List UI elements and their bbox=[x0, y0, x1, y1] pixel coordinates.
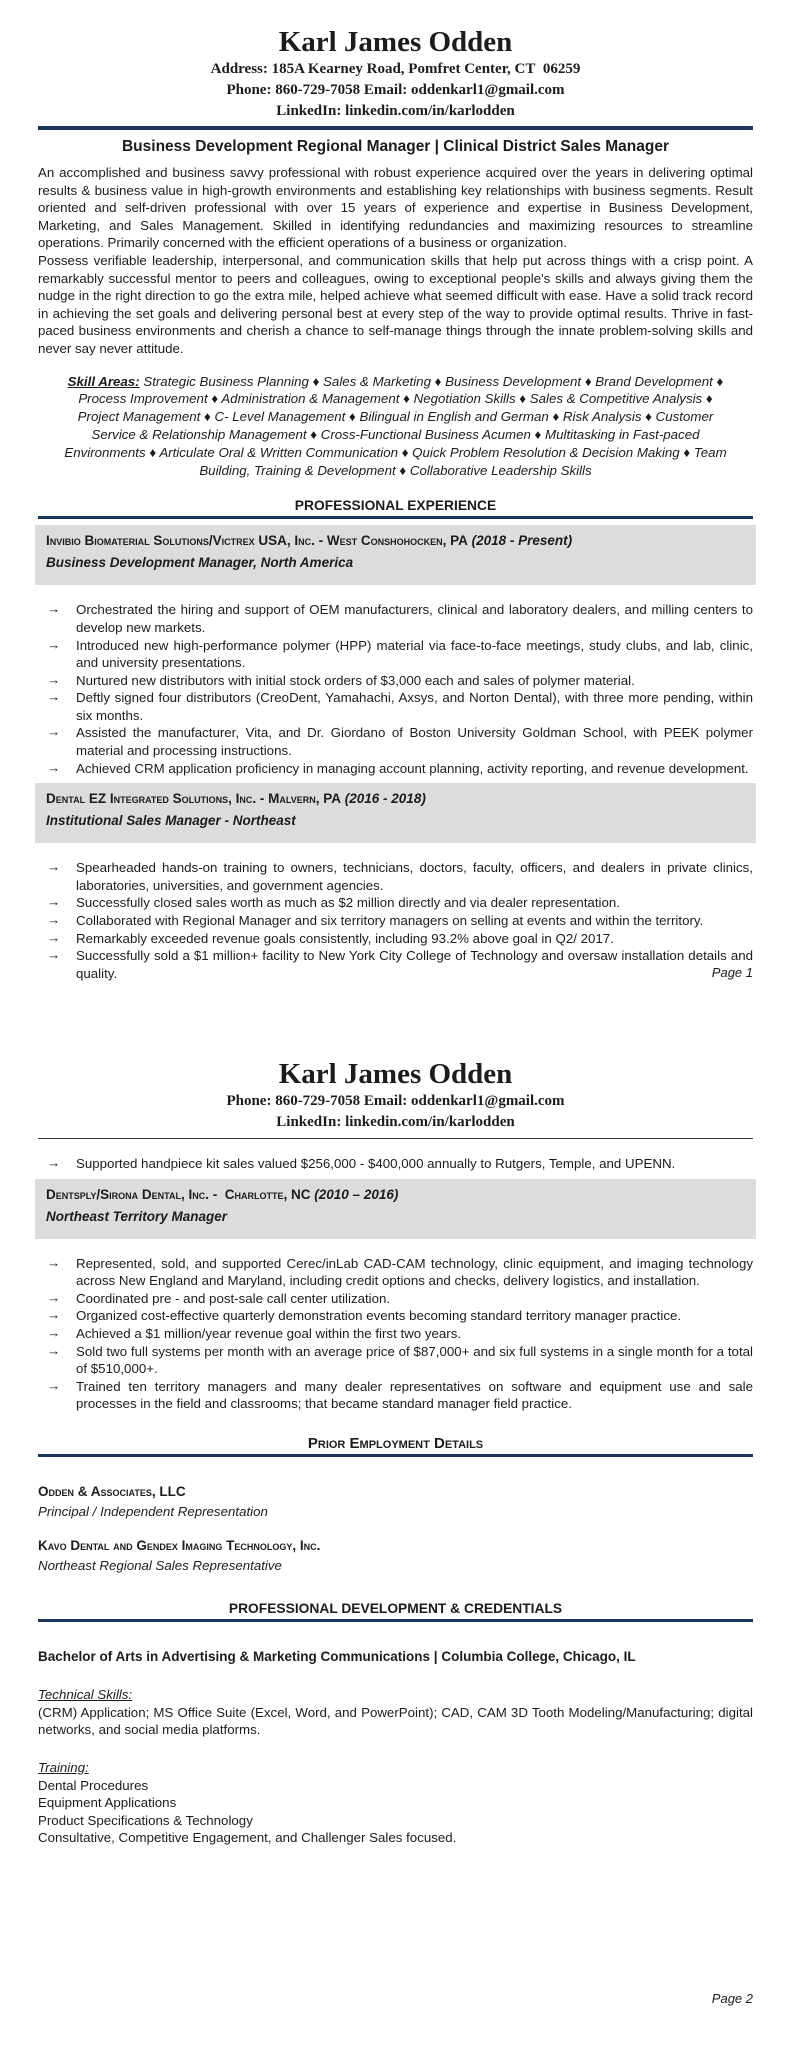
technical-skills-label: Technical Skills: bbox=[38, 1687, 133, 1703]
arrow-bullet-icon: → bbox=[47, 1342, 61, 1358]
job-company-line bbox=[46, 790, 746, 808]
bullet-item bbox=[38, 1290, 753, 1308]
skill-areas-list: Strategic Business Planning ♦ Sales & Marketing ♦ Business Development ♦ Brand Development ♦ Process Improvement ♦ Administration & Management ♦ Negotiation Skills ♦ Sales & Competitive Analysis ♦ Project Management ♦ C- Level Management ♦ Bilingual in English and German ♦ Risk Analysis ♦ Customer Service & Relationship Management ♦ Cross-Functional Business Acumen ♦ Multitasking in Fast-paced Environments ♦ Articulate Oral & Written Communication ♦ Quick Problem Resolution & Decision Making ♦ Team Building, Training & Development ♦ Collaborative Leadership Skills bbox=[64, 373, 727, 478]
arrow-bullet-icon: → bbox=[47, 1254, 61, 1270]
carryover-bullets bbox=[38, 1155, 753, 1173]
arrow-bullet-icon: → bbox=[47, 912, 61, 928]
arrow-bullet-icon: → bbox=[47, 759, 61, 775]
bullet-text: Successfully sold a $1 million+ facility to New York City College of Technology and oversaw installation details and quality. bbox=[76, 948, 753, 981]
prior-company-name: Odden & Associates, LLC bbox=[38, 1483, 186, 1499]
job-company-line bbox=[46, 532, 746, 550]
bullet-item bbox=[38, 672, 753, 690]
bullet-item bbox=[38, 637, 753, 672]
linkedin-line: LinkedIn: linkedin.com/in/karlodden bbox=[276, 1114, 515, 1130]
bullet-text: Trained ten territory managers and many dealer representatives on software and equipment use and sale processes in the field and classrooms; that became standard manager field practice. bbox=[76, 1378, 753, 1412]
job-bullets-dentalez bbox=[38, 859, 753, 982]
bullet-item bbox=[38, 1255, 753, 1290]
arrow-bullet-icon: → bbox=[47, 601, 61, 617]
job-header-dentsply bbox=[35, 1179, 756, 1239]
prior-company-name: Kavo Dental and Gendex Imaging Technology, Inc. bbox=[38, 1537, 321, 1553]
job-company-line bbox=[46, 1186, 746, 1204]
bullet-text: Spearheaded hands-on training to owners, technicians, doctors, faculty, officers, and dealers in private clinics, laboratories, universities, and government agencies. bbox=[76, 860, 753, 893]
degree-line: Bachelor of Arts in Advertising & Marketing Communications | Columbia College, Chicago, IL bbox=[38, 1649, 636, 1665]
arrow-bullet-icon: → bbox=[47, 689, 61, 705]
page-number: Page 1 bbox=[711, 965, 753, 980]
skill-areas-label: Skill Areas: bbox=[67, 373, 140, 389]
training-item: Product Specifications & Technology bbox=[38, 1812, 253, 1828]
prior-employment-entry bbox=[38, 1483, 753, 1521]
section-divider bbox=[38, 516, 753, 519]
arrow-bullet-icon: → bbox=[47, 1324, 61, 1340]
bullet-text: Successfully closed sales worth as much as $2 million directly and via dealer representation. bbox=[76, 895, 620, 911]
skill-areas bbox=[64, 373, 727, 480]
bullet-text: Collaborated with Regional Manager and six territory managers on selling at events and within the territory. bbox=[76, 913, 704, 929]
bullet-text: Coordinated pre - and post-sale call center utilization. bbox=[76, 1290, 391, 1306]
bullet-item bbox=[38, 1155, 753, 1173]
section-heading-prior-employment: Prior Employment Details bbox=[307, 1434, 484, 1452]
job-dates: (2010 – 2016) bbox=[314, 1186, 399, 1202]
arrow-bullet-icon: → bbox=[47, 859, 61, 875]
bullet-item bbox=[38, 1378, 753, 1413]
phone-email-line: Phone: 860-729-7058 Email: oddenkarl1@gmail.com bbox=[226, 82, 565, 98]
arrow-bullet-icon: → bbox=[47, 1307, 61, 1323]
summary-paragraph: Possess verifiable leadership, interpersonal, and communication skills that help put across things with a crisp point. A remarkably successful mentor to peers and colleagues, owing to exceptional people's skills and always giving them the nudge in the right direction to go the extra mile, helped achieve what seemed difficult with ease. Have a solid track record in achieving the set goals and delivering personal best at every step of the way to provide optimal results. Thrive in fast-paced business environments and cherish a chance to self-manage things through the innate problem-solving skills and never say never attitude. bbox=[38, 252, 753, 356]
arrow-bullet-icon: → bbox=[47, 929, 61, 945]
arrow-bullet-icon: → bbox=[47, 636, 61, 652]
resume-page-2 bbox=[0, 1024, 791, 2048]
bullet-text: Organized cost-effective quarterly demonstration events becoming standard territory manager practice. bbox=[76, 1308, 682, 1324]
bullet-item bbox=[38, 912, 753, 930]
section-divider bbox=[38, 1619, 753, 1622]
training-item: Consultative, Competitive Engagement, and Challenger Sales focused. bbox=[38, 1830, 457, 1846]
training-label: Training: bbox=[38, 1759, 89, 1775]
bullet-item bbox=[38, 1343, 753, 1378]
professional-headline: Business Development Regional Manager | Clinical District Sales Manager bbox=[121, 138, 669, 155]
bullet-item bbox=[38, 894, 753, 912]
job-title: Business Development Manager, North America bbox=[46, 555, 354, 571]
job-bullets-invibio bbox=[38, 601, 753, 777]
prior-employment-entry bbox=[38, 1537, 753, 1575]
header-divider bbox=[38, 126, 753, 130]
section-heading-credentials: PROFESSIONAL DEVELOPMENT & CREDENTIALS bbox=[228, 1601, 563, 1617]
arrow-bullet-icon: → bbox=[47, 947, 61, 963]
section-divider bbox=[38, 1454, 753, 1457]
company-name: Dental EZ Integrated Solutions, Inc. - Malvern, PA bbox=[46, 791, 341, 807]
bullet-item bbox=[38, 1325, 753, 1343]
candidate-name: Karl James Odden bbox=[278, 26, 513, 58]
page-number: Page 2 bbox=[711, 1991, 753, 2006]
bullet-item bbox=[38, 1307, 753, 1325]
training-item: Dental Procedures bbox=[38, 1777, 149, 1793]
bullet-text: Remarkably exceeded revenue goals consistently, including 93.2% above goal in Q2/ 2017. bbox=[76, 930, 614, 946]
technical-skills-text: (CRM) Application; MS Office Suite (Excel, Word, and PowerPoint); CAD, CAM 3D Tooth Modeling/Manufacturing; digital networks, and social media platforms. bbox=[38, 1704, 753, 1738]
header-divider-thin bbox=[38, 1138, 753, 1139]
summary-paragraph: An accomplished and business savvy professional with robust experience acquired over the years in delivering optimal results & business value in high-growth environments and establishing key relationships with business segments. Result oriented and self-driven professional with over 15 years of experience and expertise in Business Development, Marketing, and Sales Management. Skilled in identifying redundancies and maximizing resources to streamline operations. Primarily concerned with the efficient operations of a business or organization. bbox=[38, 165, 753, 251]
bullet-text: Assisted the manufacturer, Vita, and Dr. Giordano of Boston University Goldman School, with PEEK polymer material and processing instructions. bbox=[76, 725, 753, 759]
job-title: Institutional Sales Manager - Northeast bbox=[46, 813, 296, 829]
job-bullets-dentsply bbox=[38, 1255, 753, 1413]
prior-role: Northeast Regional Sales Representative bbox=[38, 1557, 282, 1573]
bullet-item bbox=[38, 601, 753, 636]
section-heading-experience: PROFESSIONAL EXPERIENCE bbox=[294, 498, 497, 514]
job-header-invibio bbox=[35, 525, 756, 585]
bullet-text: Achieved CRM application proficiency in managing account planning, activity reporting, and revenue development. bbox=[76, 760, 749, 776]
bullet-text: Nurtured new distributors with initial stock orders of $3,000 each and sales of polymer material. bbox=[76, 672, 635, 688]
job-dates: (2016 - 2018) bbox=[344, 791, 426, 807]
bullet-item bbox=[38, 930, 753, 948]
candidate-name: Karl James Odden bbox=[278, 1058, 513, 1090]
linkedin-line: LinkedIn: linkedin.com/in/karlodden bbox=[276, 103, 515, 119]
job-title: Northeast Territory Manager bbox=[46, 1208, 228, 1224]
company-name: Dentsply/Sirona Dental, Inc. - Charlotte, NC bbox=[46, 1186, 311, 1202]
bullet-text: Achieved a $1 million/year revenue goal within the first two years. bbox=[76, 1325, 462, 1341]
company-name: Invibio Biomaterial Solutions/Victrex USA, Inc. - West Conshohocken, PA bbox=[46, 533, 468, 549]
arrow-bullet-icon: → bbox=[47, 724, 61, 740]
arrow-bullet-icon: → bbox=[47, 1155, 61, 1170]
bullet-item bbox=[38, 760, 753, 778]
bullet-item bbox=[38, 859, 753, 894]
bullet-text: Deftly signed four distributors (CreoDent, Yamahachi, Axsys, and Norton Dental), with three more pending, within six months. bbox=[76, 690, 753, 723]
bullet-text: Orchestrated the hiring and support of OEM manufacturers, clinical and laboratory dealers, and milling centers to develop new markets. bbox=[76, 602, 753, 635]
bullet-text: Represented, sold, and supported Cerec/inLab CAD-CAM technology, clinic equipment, and imaging technology across New England and Maryland, including credit options and checks, delivery logistics, and installation. bbox=[76, 1255, 753, 1289]
bullet-item bbox=[38, 689, 753, 724]
bullet-text: Introduced new high-performance polymer (HPP) material via face-to-face meetings, study clubs, and lab, clinic, and university presentations. bbox=[76, 637, 753, 671]
arrow-bullet-icon: → bbox=[47, 1289, 61, 1305]
bullet-item bbox=[38, 724, 753, 759]
training-item: Equipment Applications bbox=[38, 1795, 177, 1811]
arrow-bullet-icon: → bbox=[47, 894, 61, 910]
prior-role: Principal / Independent Representation bbox=[38, 1503, 268, 1519]
phone-email-line: Phone: 860-729-7058 Email: oddenkarl1@gmail.com bbox=[226, 1093, 565, 1109]
bullet-text: Sold two full systems per month with an average price of $87,000+ and six full systems in a single month for a total of $510,000+. bbox=[76, 1343, 753, 1377]
bullet-text: Supported handpiece kit sales valued $256,000 - $400,000 annually to Rutgers, Temple, and UPENN. bbox=[76, 1156, 676, 1171]
arrow-bullet-icon: → bbox=[47, 1377, 61, 1393]
bullet-item bbox=[38, 947, 753, 982]
arrow-bullet-icon: → bbox=[47, 671, 61, 687]
address-line: Address: 185A Kearney Road, Pomfret Center, CT 06259 bbox=[210, 61, 581, 77]
job-dates: (2018 - Present) bbox=[471, 533, 573, 549]
job-header-dentalez bbox=[35, 783, 756, 843]
